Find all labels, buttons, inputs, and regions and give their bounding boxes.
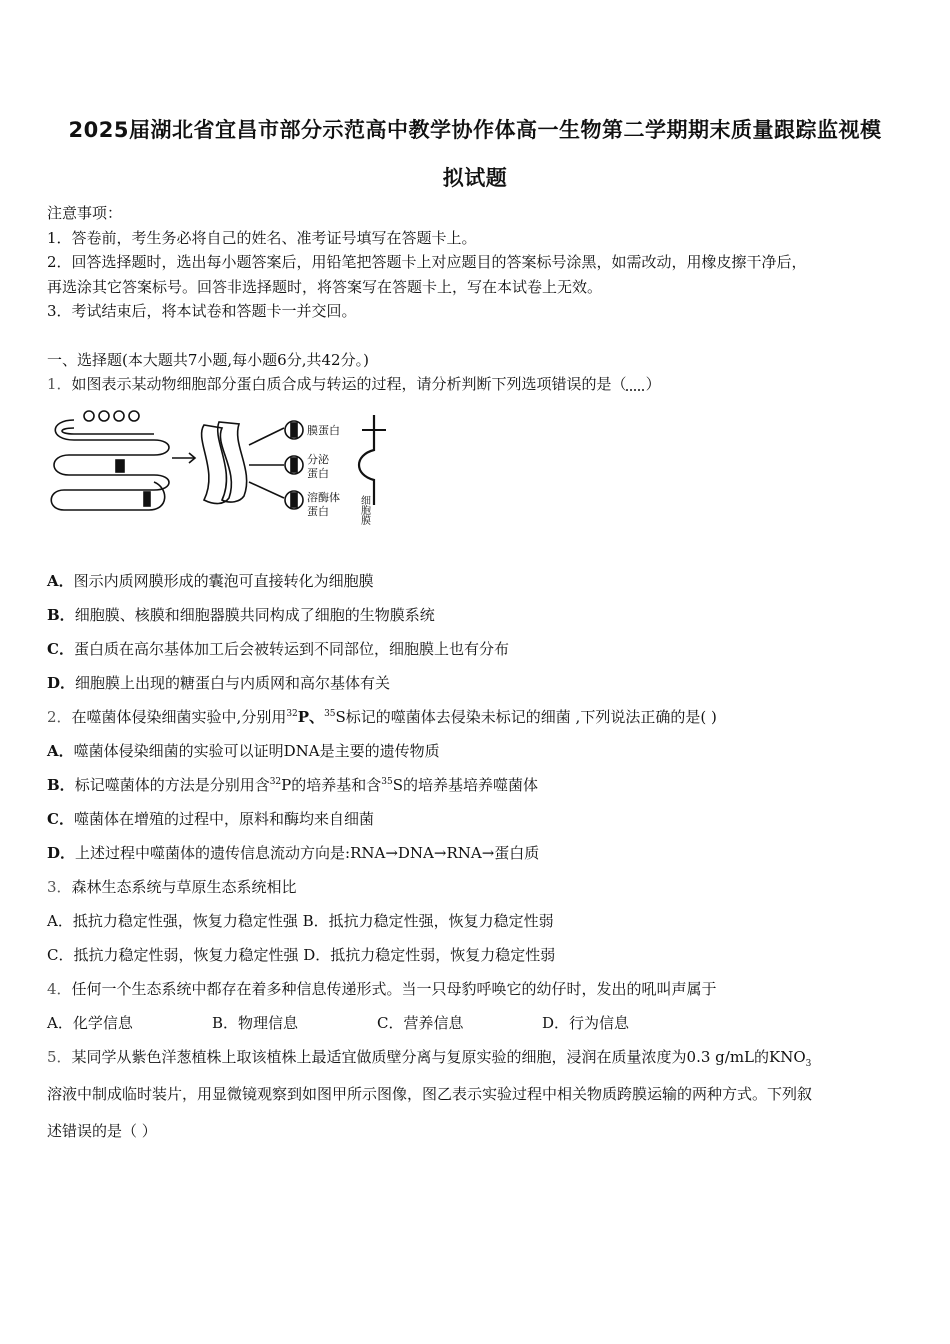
exam-title-line2: 拟试题 <box>442 166 508 190</box>
question-2-stem: 2．在噬菌体侵染细菌实验中,分别用$^{32}$P、$^{35}$S标记的噬菌体去侵染未标记的细菌 ,下列说法正确的是( ) <box>47 708 717 726</box>
label-lysosome-protein: 溶酶体 <box>307 491 340 504</box>
ribosome <box>114 411 124 421</box>
question-4-stem: 4．任何一个生态系统中都存在着多种信息传递形式。当一只母豹呼唤它的幼仔时，发出的吼叫声属于 <box>47 980 717 998</box>
protein-transport-diagram <box>44 410 389 535</box>
ribosome <box>129 411 139 421</box>
q4-option-b: B．物理信息 <box>212 1014 299 1032</box>
golgi-apparatus <box>202 425 232 504</box>
er-membrane-inner <box>62 428 154 434</box>
label-secreted-protein: 分泌 <box>307 453 329 466</box>
notice-item-2-cont: 再选涂其它答案标号。回答非选择题时，将答案写在答题卡上，写在本试卷上无效。 <box>47 278 603 296</box>
question-number: 1． <box>47 375 72 393</box>
q1-option-b: B．细胞膜、核膜和细胞器膜共同构成了细胞的生物膜系统 <box>47 606 435 624</box>
section-heading: 一、选择题(本大题共7小题,每小题6分,共42分。) <box>47 351 369 369</box>
ribosome <box>99 411 109 421</box>
question-5-stem-line3: 述错误的是（ ） <box>47 1122 157 1140</box>
q2-option-c: C．噬菌体在增殖的过程中，原料和酶均来自细菌 <box>47 810 374 828</box>
cell-membrane <box>359 415 374 505</box>
q1-option-c: C．蛋白质在高尔基体加工后会被转运到不同部位，细胞膜上也有分布 <box>47 640 509 658</box>
question-5-stem-line1: 5．某同学从紫色洋葱植株上取该植株上最适宜做质壁分离与复原实验的细胞，浸润在质量浓度为0.3 g/mL的$KNO_3$ <box>47 1048 812 1069</box>
label-lysosome-protein-2: 蛋白 <box>307 505 329 518</box>
question-5-stem-line2: 溶液中制成临时装片，用显微镜观察到如图甲所示图像，图乙表示实验过程中相关物质跨膜运输的两种方式。下列叙 <box>47 1085 813 1103</box>
q3-options-row-1: A．抵抗力稳定性强，恢复力稳定性强 B．抵抗力稳定性强，恢复力稳定性弱 <box>47 912 554 930</box>
q2-option-d: D．上述过程中噬菌体的遗传信息流动方向是:RNA→DNA→RNA→蛋白质 <box>47 844 540 862</box>
label-membrane-protein: 膜蛋白 <box>307 424 340 437</box>
q4-options-row <box>47 1013 707 1033</box>
notice-heading: 注意事项： <box>47 204 123 222</box>
q1-option-a: A．图示内质网膜形成的囊泡可直接转化为细胞膜 <box>47 572 374 590</box>
q4-option-d: D．行为信息 <box>542 1014 630 1032</box>
notice-item-3: 3．考试结束后，将本试卷和答题卡一并交回。 <box>47 302 357 320</box>
arrow <box>249 482 284 498</box>
q2-option-a: A．噬菌体侵染细菌的实验可以证明DNA是主要的遗传物质 <box>47 742 440 760</box>
notice-item-2: 2．回答选择题时，选出每小题答案后，用铅笔把答题卡上对应题目的答案标号涂黑，如需改动，用橡皮擦干净后， <box>47 253 807 271</box>
q4-option-c: C．营养信息 <box>377 1014 464 1032</box>
er-vesicle <box>116 460 124 472</box>
label-cell-membrane: 细胞膜 <box>358 495 370 525</box>
label-secreted-protein-2: 蛋白 <box>307 467 329 480</box>
q1-option-d: D．细胞膜上出现的糖蛋白与内质网和高尔基体有关 <box>47 674 391 692</box>
question-3-stem: 3．森林生态系统与草原生态系统相比 <box>47 878 297 896</box>
exam-title-line1: 2025届湖北省宜昌市部分示范高中教学协作体高一生物第二学期期末质量跟踪监视模 <box>68 118 882 142</box>
q4-option-a: A．化学信息 <box>47 1014 133 1032</box>
arrow <box>249 428 284 445</box>
notice-item-1: 1．答卷前，考生务必将自己的姓名、准考证号填写在答题卡上。 <box>47 229 477 247</box>
er-vesicle <box>144 492 150 506</box>
q3-options-row-2: C．抵抗力稳定性弱，恢复力稳定性强 D．抵抗力稳定性弱，恢复力稳定性弱 <box>47 946 556 964</box>
q2-option-b: B．标记噬菌体的方法是分别用含$^{32}$P的培养基和含$^{35}$S的培养基培养噬菌体 <box>47 776 538 794</box>
question-1-stem: 1．如图表示某动物细胞部分蛋白质合成与转运的过程，请分析判断下列选项错误的是（ ） <box>47 375 661 393</box>
ribosome <box>84 411 94 421</box>
golgi-apparatus <box>218 422 247 502</box>
